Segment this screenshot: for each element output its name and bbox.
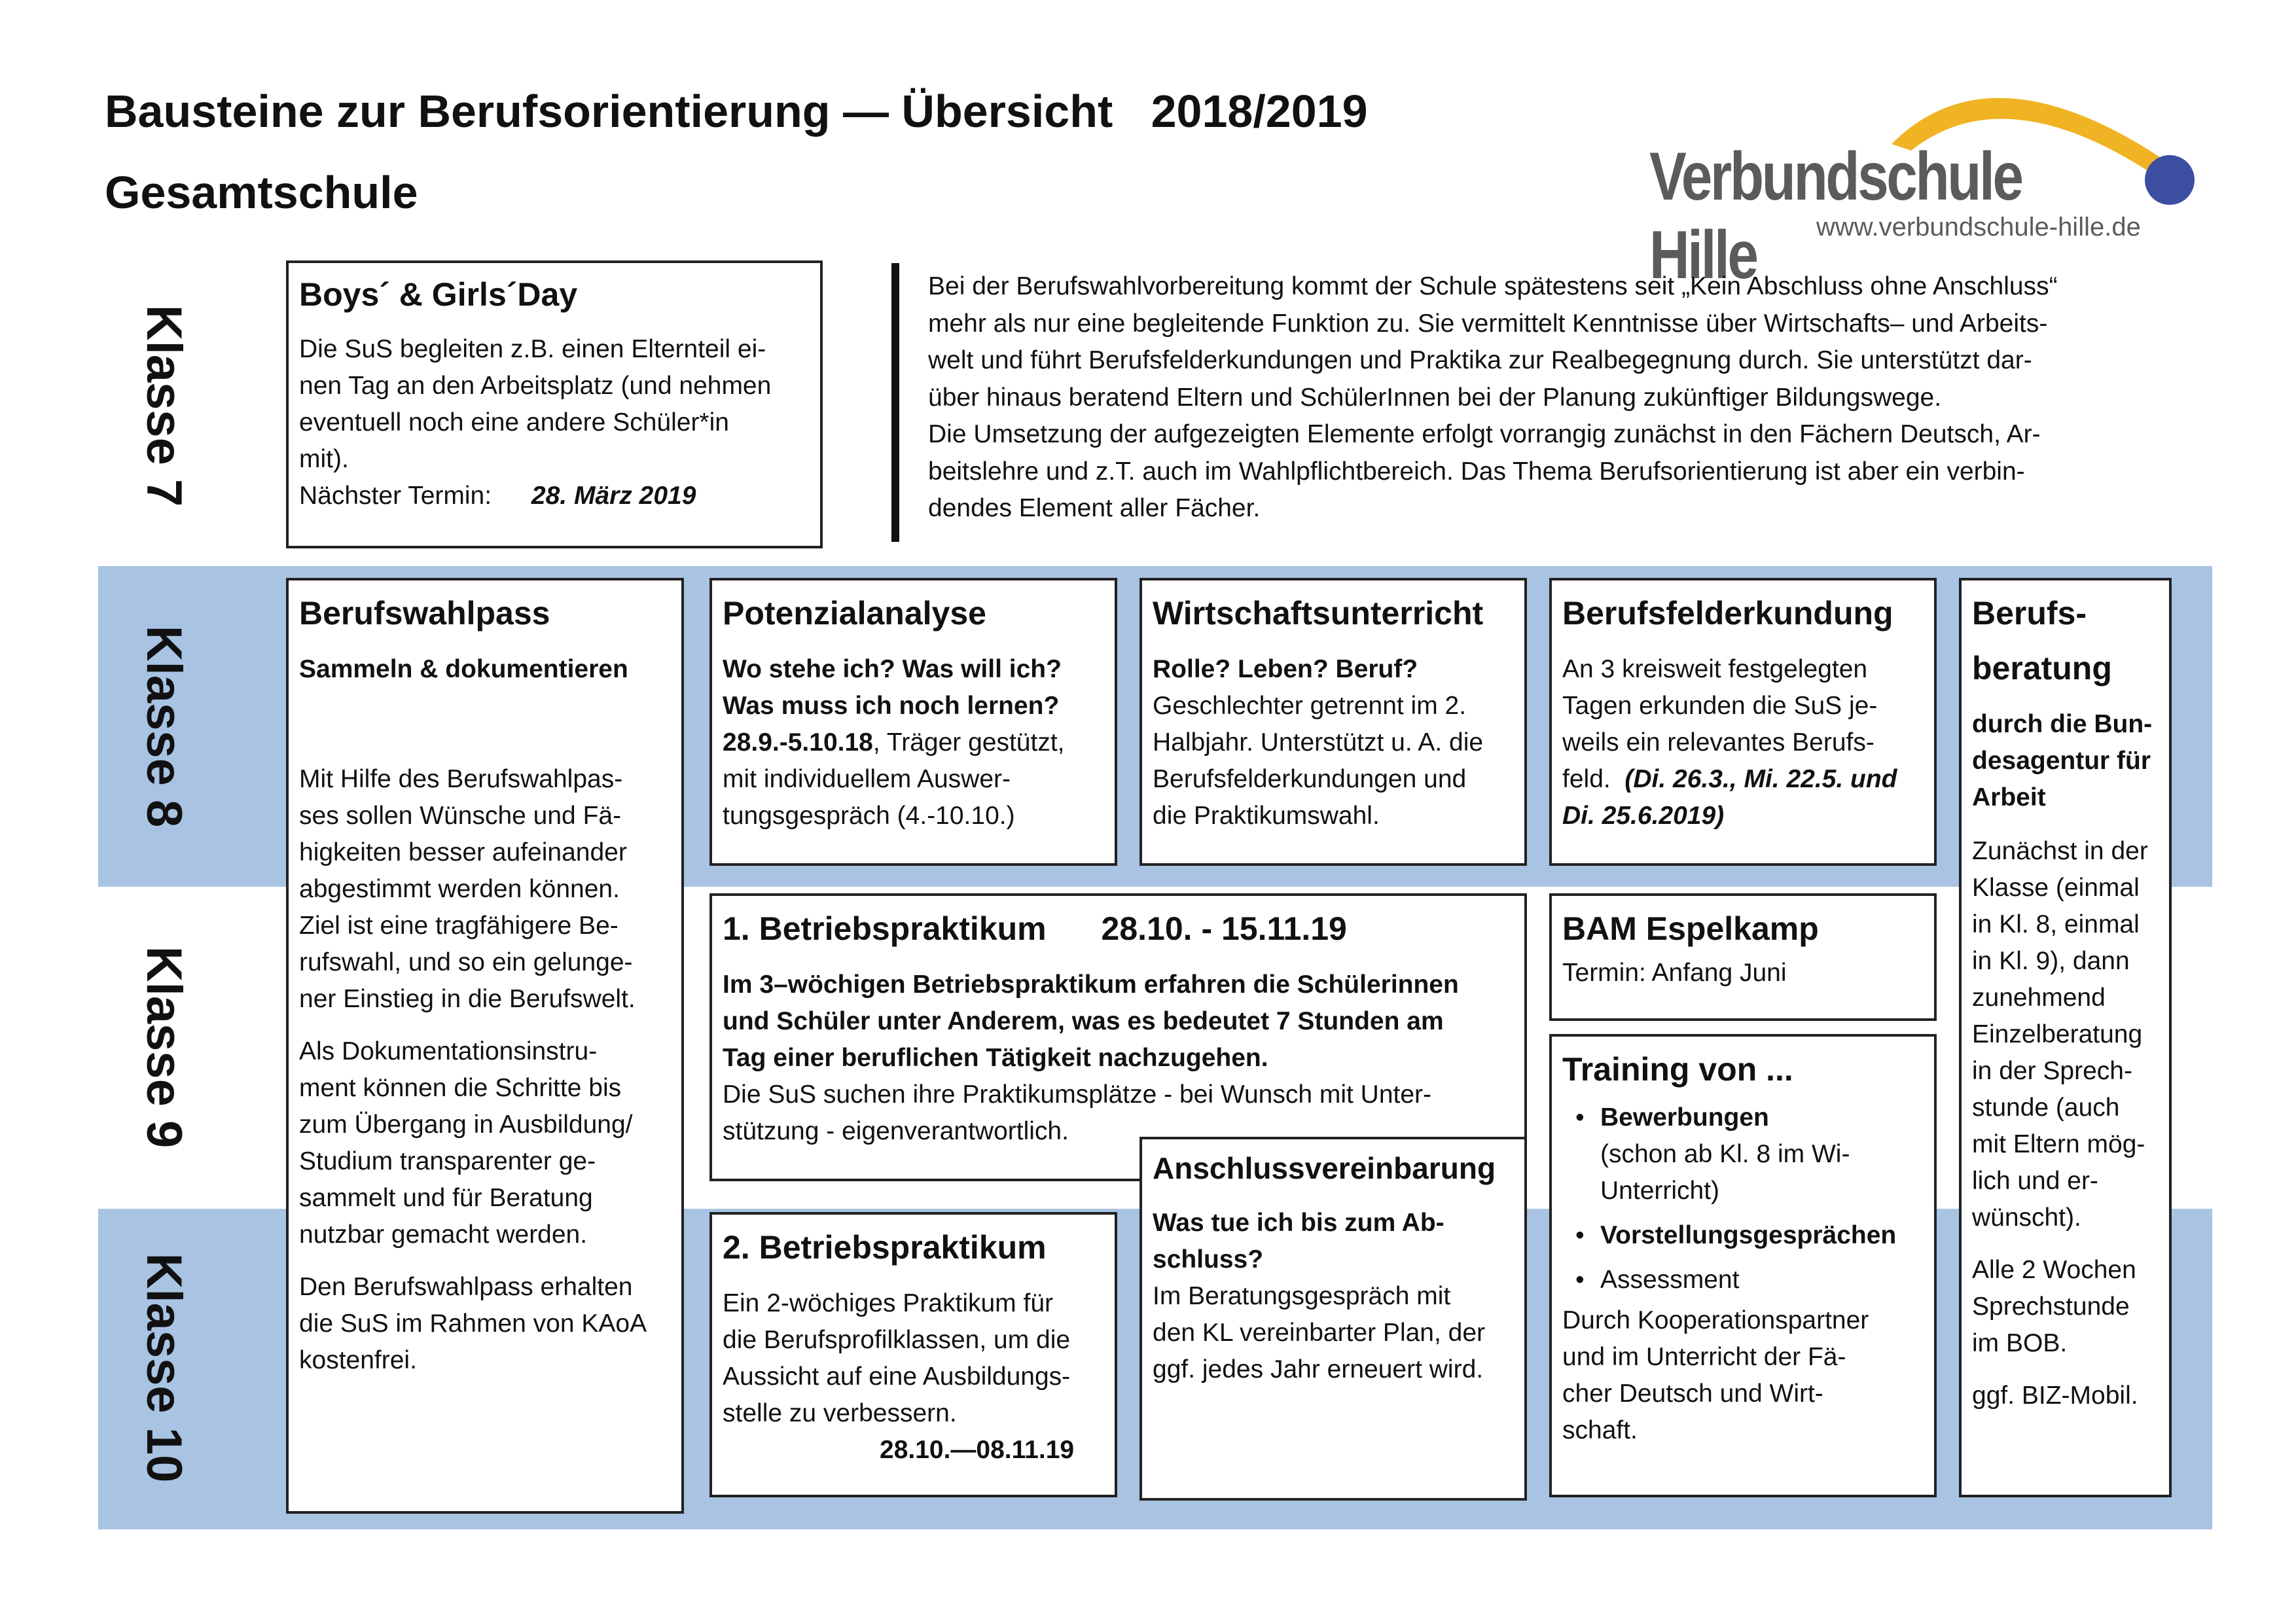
berufsberatung-line: in Kl. 8, einmal (1972, 910, 2140, 938)
label-klasse-10: Klasse 10 (136, 1253, 192, 1483)
berufsfelderkundung-text: feld. (1562, 765, 1625, 793)
training-line: Durch Kooperationspartner (1562, 1306, 1869, 1334)
anschlussvereinbarung-line: ggf. jedes Jahr erneuert wird. (1153, 1355, 1484, 1383)
betriebspraktikum-1-line: stützung - eigenverantwortlich. (723, 1117, 1069, 1145)
betriebspraktikum-2-line: Aussicht auf eine Ausbildungs- (723, 1363, 1071, 1391)
boys-girls-line: mit). (299, 445, 349, 473)
training-item-label: Vorstellungsgesprächen (1600, 1221, 1897, 1249)
berufswahlpass-line: sammelt und für Beratung (299, 1184, 593, 1212)
berufsberatung-line: mit Eltern mög- (1972, 1130, 2145, 1158)
training-line: und im Unterricht der Fä- (1562, 1343, 1846, 1371)
berufsberatung-sub: Arbeit (1972, 783, 2046, 812)
intro-line: beitslehre und z.T. auch im Wahlpflichtbereich. Das Thema Berufsorientierung ist aber ein verbin- (928, 457, 2025, 486)
berufsberatung-line: zunehmend (1972, 984, 2106, 1012)
berufswahlpass-line: nutzbar gemacht werden. (299, 1221, 588, 1249)
berufsberatung-box (1959, 578, 2172, 1497)
wirtschaftsunterricht-line: Halbjahr. Unterstützt u. A. die (1153, 728, 1484, 757)
potenzialanalyse-line: tungsgespräch (4.-10.10.) (723, 802, 1015, 830)
betriebspraktikum-1-line: Tag einer beruflichen Tätigkeit nachzugehen. (723, 1044, 1268, 1072)
berufsberatung-line: in der Sprech- (1972, 1057, 2132, 1085)
berufsfelderkundung-box (1549, 578, 1937, 866)
potenzialanalyse-date-row (723, 724, 1104, 761)
anschlussvereinbarung-line: Im Beratungsgespräch mit (1153, 1282, 1451, 1310)
training-list-item (1600, 1099, 1924, 1209)
wirtschaftsunterricht-question: Rolle? Leben? Beruf? (1153, 655, 1418, 683)
betriebspraktikum-2-title: 2. Betriebspraktikum (723, 1229, 1047, 1266)
berufsberatung-line: ggf. BIZ-Mobil. (1972, 1382, 2138, 1410)
school-logo (1649, 65, 2212, 293)
boys-girls-line: eventuell noch eine andere Schüler*in (299, 408, 729, 437)
potenzialanalyse-question: Wo stehe ich? Was will ich? (723, 655, 1062, 683)
berufsberatung-line: stunde (auch (1972, 1094, 2120, 1122)
logo-url[interactable]: www.verbundschule-hille.de (1816, 213, 2141, 241)
berufswahlpass-line: Studium transparenter ge- (299, 1147, 596, 1175)
betriebspraktikum-2-dates: 28.10.—08.11.19 (880, 1436, 1075, 1464)
berufswahlpass-box (286, 578, 684, 1514)
next-date-row (299, 478, 810, 514)
berufsberatung-line: Zunächst in der (1972, 837, 2148, 865)
label-klasse-8: Klasse 8 (136, 625, 192, 828)
anschlussvereinbarung-box (1139, 1137, 1527, 1501)
berufswahlpass-line: rufswahl, und so ein gelunge- (299, 948, 633, 976)
betriebspraktikum-1-line: Im 3–wöchigen Betriebspraktikum erfahren die Schülerinnen (723, 971, 1459, 999)
wirtschaftsunterricht-line: Berufsfelderkundungen und (1153, 765, 1467, 793)
berufsberatung-line: Einzelberatung (1972, 1020, 2143, 1048)
berufsberatung-title: beratung (1972, 650, 2112, 687)
training-item-note: Unterricht) (1600, 1177, 1720, 1205)
vertical-divider (891, 263, 899, 542)
training-line: cher Deutsch und Wirt- (1562, 1380, 1823, 1408)
betriebspraktikum-1-line: und Schüler unter Anderem, was es bedeutet 7 Stunden am (723, 1007, 1444, 1035)
wirtschaftsunterricht-title: Wirtschaftsunterricht (1153, 595, 1484, 632)
berufswahlpass-line: abgestimmt werden können. (299, 875, 620, 903)
logo-name: Verbundschule Hille (1649, 139, 2022, 293)
potenzialanalyse-date: 28.9.-5.10.18 (723, 728, 873, 757)
berufsfelderkundung-dates: (Di. 26.3., Mi. 22.5. und (1624, 765, 1897, 793)
berufswahlpass-line: Ziel ist eine tragfähigere Be- (299, 912, 619, 940)
intro-line: Bei der Berufswahlvorbereitung kommt der Schule spätestens seit „Kein Abschluss ohne Anschluss“ (928, 272, 2058, 300)
wirtschaftsunterricht-line: Geschlechter getrennt im 2. (1153, 692, 1467, 720)
training-list-item (1600, 1217, 1924, 1254)
boys-girls-line: Die SuS begleiten z.B. einen Elternteil ei- (299, 335, 766, 363)
wirtschaftsunterricht-line: die Praktikumswahl. (1153, 802, 1380, 830)
training-item-label: Bewerbungen (1600, 1103, 1769, 1132)
berufswahlpass-line: die SuS im Rahmen von KAoA (299, 1310, 647, 1338)
berufsfelderkundung-line: weils ein relevantes Berufs- (1562, 728, 1874, 757)
berufswahlpass-line: ment können die Schritte bis (299, 1074, 622, 1102)
training-title: Training von ... (1562, 1051, 1793, 1088)
berufsberatung-line: Alle 2 Wochen (1972, 1256, 2136, 1284)
berufswahlpass-line: ses sollen Wünsche und Fä- (299, 802, 622, 830)
anschlussvereinbarung-line: den KL vereinbarter Plan, der (1153, 1319, 1486, 1347)
betriebspraktikum-1-title: 1. Betriebspraktikum (723, 910, 1047, 947)
berufswahlpass-title: Berufswahlpass (299, 595, 550, 632)
berufsberatung-line: wünscht). (1972, 1204, 2081, 1232)
anschlussvereinbarung-question: Was tue ich bis zum Ab- (1153, 1209, 1444, 1237)
intro-line: welt und führt Berufsfelderkundungen und Praktika zur Realbegegnung durch. Sie unterstützt dar- (928, 346, 2032, 374)
berufsfelderkundung-dates-row (1562, 761, 1924, 798)
potenzialanalyse-question: Was muss ich noch lernen? (723, 692, 1060, 720)
betriebspraktikum-1-line: Die SuS suchen ihre Praktikumsplätze - bei Wunsch mit Unter- (723, 1080, 1432, 1109)
next-date-label: Nächster Termin: (299, 482, 492, 510)
berufswahlpass-line: Den Berufswahlpass erhalten (299, 1273, 633, 1301)
training-list-item (1600, 1262, 1924, 1298)
berufswahlpass-line: higkeiten besser aufeinander (299, 838, 627, 866)
berufsberatung-line: lich und er- (1972, 1167, 2098, 1195)
training-item-label: Assessment (1600, 1266, 1740, 1294)
berufswahlpass-line: Mit Hilfe des Berufswahlpas- (299, 765, 623, 793)
berufsfelderkundung-title: Berufsfelderkundung (1562, 595, 1893, 632)
bam-espelkamp-date: Termin: Anfang Juni (1562, 959, 1787, 987)
training-item-note: (schon ab Kl. 8 im Wi- (1600, 1140, 1850, 1168)
berufsfelderkundung-line: Tagen erkunden die SuS je- (1562, 692, 1878, 720)
intro-line: dendes Element aller Fächer. (928, 494, 1261, 522)
berufsfelderkundung-dates: Di. 25.6.2019) (1562, 802, 1725, 830)
training-line: schaft. (1562, 1416, 1638, 1444)
betriebspraktikum-2-line: die Berufsprofilklassen, um die (723, 1326, 1071, 1354)
berufsberatung-line: in Kl. 9), dann (1972, 947, 2130, 975)
berufsberatung-line: Sprechstunde (1972, 1293, 2130, 1321)
intro-text (928, 268, 2211, 527)
boys-girls-line: nen Tag an den Arbeitsplatz (und nehmen (299, 372, 772, 400)
label-klasse-7: Klasse 7 (136, 304, 192, 507)
betriebspraktikum-2-line: Ein 2-wöchiges Praktikum für (723, 1289, 1054, 1317)
bam-espelkamp-box (1549, 893, 1937, 1021)
berufsberatung-sub: durch die Bun- (1972, 710, 2153, 738)
intro-line: über hinaus beratend Eltern und SchülerInnen bei der Planung zukünftiger Bildungswege. (928, 383, 1942, 412)
potenzialanalyse-title: Potenzialanalyse (723, 595, 986, 632)
next-date-value: 28. März 2019 (531, 482, 696, 510)
berufswahlpass-line: Als Dokumentationsinstru- (299, 1037, 598, 1065)
berufsberatung-title: Berufs- (1972, 595, 2087, 632)
label-klasse-9: Klasse 9 (136, 946, 192, 1149)
berufswahlpass-line: ner Einstieg in die Berufswelt. (299, 985, 636, 1013)
berufsberatung-line: Klasse (einmal (1972, 874, 2140, 902)
page-subtitle: Gesamtschule (105, 167, 418, 218)
berufsberatung-sub: desagentur für (1972, 747, 2151, 775)
potenzialanalyse-text: , Träger gestützt, (872, 728, 1065, 757)
berufsberatung-line: im BOB. (1972, 1329, 2068, 1357)
page-title: Bausteine zur Berufsorientierung — Übersicht 2018/2019 (105, 86, 1368, 137)
bam-espelkamp-title: BAM Espelkamp (1562, 910, 1819, 947)
boys-girls-day-box (286, 260, 823, 548)
wirtschaftsunterricht-box (1139, 578, 1527, 866)
berufsfelderkundung-line: An 3 kreisweit festgelegten (1562, 655, 1868, 683)
intro-line: Die Umsetzung der aufgezeigten Elemente erfolgt vorrangig zunächst in den Fächern Deutsch, Ar- (928, 420, 2041, 448)
berufswahlpass-line: zum Übergang in Ausbildung/ (299, 1111, 633, 1139)
berufswahlpass-subtitle: Sammeln & dokumentieren (299, 655, 628, 683)
betriebspraktikum-2-line: stelle zu verbessern. (723, 1399, 957, 1427)
potenzialanalyse-line: mit individuellem Auswer- (723, 765, 1011, 793)
training-list (1562, 1099, 1924, 1298)
betriebspraktikum-1-title-row (723, 908, 1514, 950)
boys-girls-day-title: Boys´ & Girls´Day (299, 276, 578, 313)
training-box (1549, 1034, 1937, 1497)
betriebspraktikum-2-box (709, 1212, 1117, 1497)
betriebspraktikum-1-dates: 28.10. - 15.11.19 (1101, 910, 1347, 947)
berufswahlpass-line: kostenfrei. (299, 1346, 417, 1374)
anschlussvereinbarung-question: schluss? (1153, 1245, 1264, 1274)
intro-line: mehr als nur eine begleitende Funktion zu. Sie vermittelt Kenntnisse über Wirtschafts– und Arbeits- (928, 309, 2048, 338)
potenzialanalyse-box (709, 578, 1117, 866)
anschlussvereinbarung-title: Anschlussvereinbarung (1153, 1151, 1496, 1185)
